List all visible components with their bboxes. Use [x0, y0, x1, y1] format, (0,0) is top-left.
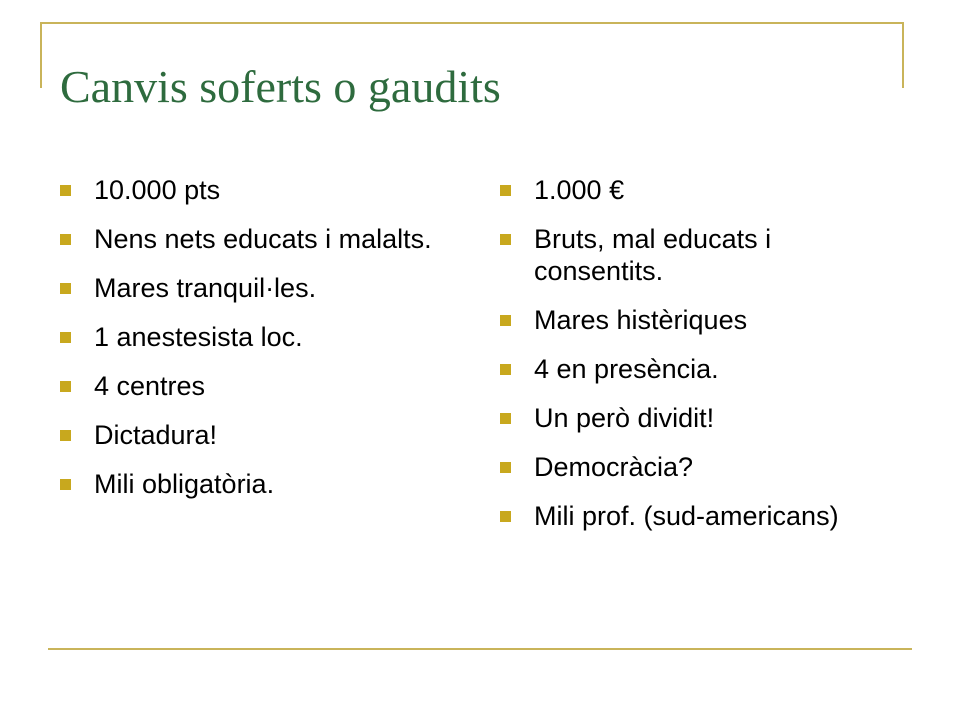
square-bullet-icon	[500, 234, 511, 245]
list-item-text: Mares tranquil·les.	[94, 273, 317, 303]
list-item	[60, 419, 440, 451]
frame-left-line	[40, 22, 42, 88]
list-item	[500, 223, 900, 287]
square-bullet-icon	[60, 234, 71, 245]
slide-title: Canvis soferts o gaudits	[60, 61, 501, 112]
list-item	[60, 223, 440, 255]
frame-top-line	[40, 22, 904, 24]
left-bullet-list	[60, 174, 440, 517]
list-item-text: 1.000 €	[534, 175, 625, 205]
list-item-text: 10.000 pts	[94, 175, 221, 205]
list-item	[500, 304, 900, 336]
list-item	[500, 353, 900, 385]
square-bullet-icon	[60, 332, 71, 343]
list-item	[500, 500, 900, 532]
list-item-text: Mili prof. (sud-americans)	[534, 501, 839, 531]
list-item	[60, 370, 440, 402]
square-bullet-icon	[60, 430, 71, 441]
list-item	[60, 174, 440, 206]
list-item-text: 4 centres	[94, 371, 206, 401]
list-item-text: 1 anestesista loc.	[94, 322, 303, 352]
list-item-text: 4 en presència.	[534, 354, 719, 384]
list-item-text: Nens nets educats i malalts.	[94, 224, 432, 254]
list-item	[500, 451, 900, 483]
square-bullet-icon	[500, 315, 511, 326]
list-item-text: Bruts, mal educats i consentits.	[534, 224, 772, 286]
list-item-text: Un però dividit!	[534, 403, 715, 433]
list-item-text: Dictadura!	[94, 420, 218, 450]
list-item	[60, 321, 440, 353]
list-item	[500, 402, 900, 434]
list-item	[60, 468, 440, 500]
square-bullet-icon	[500, 462, 511, 473]
list-item-text: Democràcia?	[534, 452, 694, 482]
list-item	[500, 174, 900, 206]
frame-right-line	[902, 22, 904, 88]
list-item-text: Mares histèriques	[534, 305, 748, 335]
right-bullet-list	[500, 174, 900, 549]
square-bullet-icon	[500, 413, 511, 424]
square-bullet-icon	[60, 479, 71, 490]
square-bullet-icon	[60, 283, 71, 294]
square-bullet-icon	[500, 185, 511, 196]
square-bullet-icon	[500, 364, 511, 375]
list-item-text: Mili obligatòria.	[94, 469, 275, 499]
square-bullet-icon	[60, 185, 71, 196]
list-item	[60, 272, 440, 304]
square-bullet-icon	[500, 511, 511, 522]
square-bullet-icon	[60, 381, 71, 392]
frame-bottom-line	[48, 648, 912, 650]
